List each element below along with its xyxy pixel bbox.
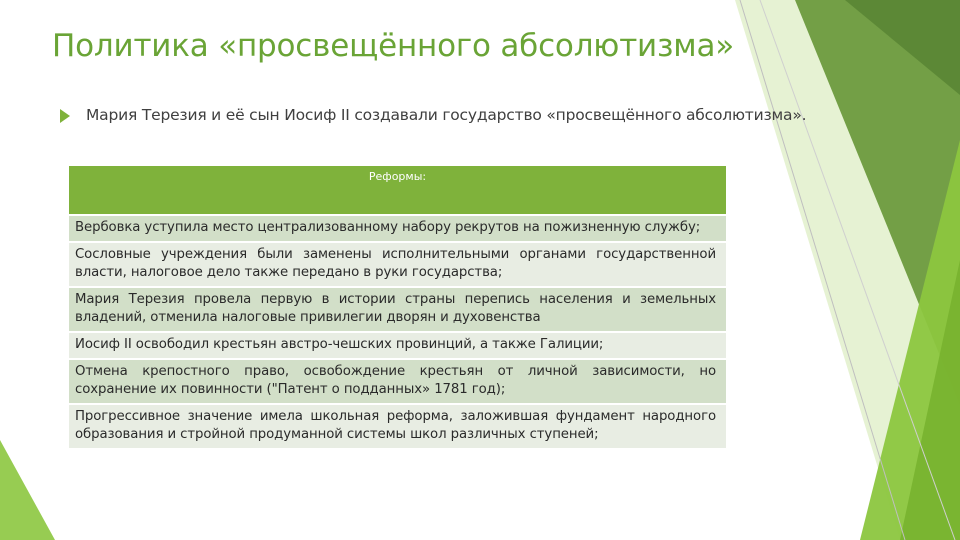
table-cell: Отмена крепостного право, освобождение крестьян от личной зависимости, но сохранение их повинности ("Патент о подданных» 1781 год); [69, 359, 726, 404]
reforms-table [69, 166, 726, 450]
triangle-arrow-icon [60, 109, 70, 123]
table-header-label: Реформы: [368, 170, 427, 183]
table-row [69, 287, 726, 332]
table-row [69, 332, 726, 359]
table-cell: Мария Терезия провела первую в истории страны перепись населения и земельных владений, отменила налоговые привилегии дворян и духовенства [69, 287, 726, 332]
table-row [69, 215, 726, 242]
bullet-item [60, 106, 806, 124]
table-row [69, 242, 726, 287]
table-cell: Иосиф II освободил крестьян австро-чешских провинций, а также Галиции; [69, 332, 726, 359]
table-cell: Прогрессивное значение имела школьная реформа, заложившая фундамент народного образования и стройной продуманной системы школ различных ступеней; [69, 404, 726, 449]
table-cell: Вербовка уступила место централизованному набору рекрутов на пожизненную службу; [69, 215, 726, 242]
table-row [69, 404, 726, 449]
table-header [69, 166, 726, 215]
table-cell: Сословные учреждения были заменены исполнительными органами государственной власти, налоговое дело также передано в руки государства; [69, 242, 726, 287]
slide-title: Политика «просвещённого абсолютизма» [52, 28, 735, 64]
bullet-text: Мария Терезия и её сын Иосиф II создавали государство «просвещённого абсолютизма». [86, 106, 807, 124]
table-row [69, 359, 726, 404]
